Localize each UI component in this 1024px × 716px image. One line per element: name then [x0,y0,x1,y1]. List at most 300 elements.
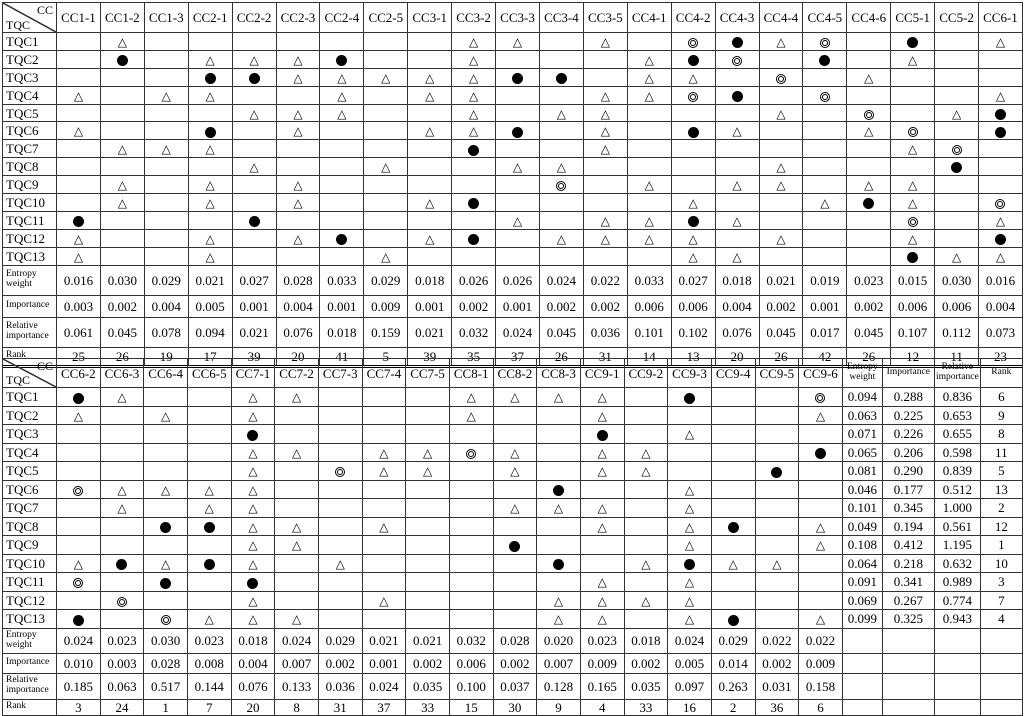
row-stat-cell: 1.000 [934,499,980,518]
relation-cell [624,425,668,444]
relation-cell [847,50,891,68]
weak-relation-triangle-icon: △ [205,52,215,67]
relation-cell [891,50,935,68]
weak-relation-triangle-icon: △ [728,556,738,571]
relation-cell [276,140,320,158]
relation-cell [452,50,496,68]
stat-value-cell: 31 [583,347,627,366]
relation-cell [275,610,319,629]
relation-cell [406,591,450,610]
relation-cell [493,554,537,573]
relation-cell [624,388,668,407]
relation-cell [496,211,540,229]
relation-cell [57,211,101,229]
stat-value-cell: 0.019 [803,265,847,295]
relation-cell [580,591,624,610]
column-header-relative-importance: Relative importance [934,359,980,388]
relation-cell [275,462,319,481]
weak-relation-triangle-icon: △ [597,445,607,460]
relation-cell [188,158,232,176]
relation-cell [100,499,144,518]
relation-cell [406,554,450,573]
weak-relation-triangle-icon: △ [641,464,651,479]
row-label-tqc2: TQC2 [3,50,57,68]
stat-value-cell: 0.006 [449,653,493,673]
corner-cc-label: CC [36,3,53,17]
weak-relation-triangle-icon: △ [684,501,695,516]
relation-cell [715,104,759,122]
weak-relation-triangle-icon: △ [379,519,389,534]
row-stat-cell: 0.774 [934,591,980,610]
relation-cell [144,140,188,158]
corner-cc-label: CC [36,359,53,373]
stat-value-cell: 0.003 [100,653,144,673]
relation-cell [979,50,1023,68]
stat-value-cell: 0.024 [275,628,319,653]
relation-cell [100,517,144,536]
relation-cell [364,50,408,68]
row-stat-cell: 0.177 [882,480,934,499]
row-stat-cell: 0.194 [882,517,934,536]
relation-cell [275,425,319,444]
relation-cell [539,86,583,104]
relation-cell [715,140,759,158]
relation-cell [452,211,496,229]
weak-relation-triangle-icon: △ [291,519,302,534]
weak-relation-triangle-icon: △ [641,593,651,608]
strong-relation-dot-icon [684,559,695,570]
column-header-cc2-3: CC2-3 [276,3,320,33]
stat-row [3,317,1023,347]
weak-relation-triangle-icon: △ [908,142,918,157]
weak-relation-triangle-icon: △ [553,612,564,627]
weak-relation-triangle-icon: △ [468,124,479,139]
relation-cell [539,247,583,265]
relation-cell [318,425,362,444]
relation-cell [539,194,583,212]
relation-cell [57,443,101,462]
stat-value-cell: 0.027 [671,265,715,295]
relation-cell [711,462,755,481]
stat-value-cell: 0.021 [408,317,452,347]
weak-relation-triangle-icon: △ [732,213,742,228]
stat-value-cell: 0.021 [188,265,232,295]
stat-value-cell: 26 [100,347,144,366]
relation-cell [187,591,231,610]
weak-relation-triangle-icon: △ [204,612,214,627]
relation-cell [668,554,712,573]
weak-relation-triangle-icon: △ [205,142,215,157]
table-row [3,104,1023,122]
relation-cell [275,517,319,536]
relation-cell [100,591,144,610]
stat-value-cell: 30 [493,699,537,715]
relation-cell [711,480,755,499]
empty-cell [842,699,882,715]
relation-cell [935,229,979,247]
relation-cell [318,610,362,629]
weak-relation-triangle-icon: △ [510,501,520,516]
corner-tqc-label: TQC [6,18,30,32]
relation-cell [711,443,755,462]
relation-cell [711,554,755,573]
row-label-tqc11: TQC11 [3,211,57,229]
relation-cell [799,610,843,629]
relation-cell [320,176,364,194]
weak-relation-triangle-icon: △ [248,593,258,608]
relation-cell [275,591,319,610]
relation-cell [144,536,188,555]
relation-cell [715,158,759,176]
stat-value-cell: 35 [452,347,496,366]
relation-cell [408,86,452,104]
relation-cell [100,122,144,140]
weak-relation-triangle-icon: △ [379,593,389,608]
relation-cell [100,33,144,51]
weak-relation-triangle-icon: △ [815,408,826,423]
relation-cell [231,591,275,610]
table-row [3,33,1023,51]
weak-relation-triangle-icon: △ [995,34,1006,49]
column-header-cc5-2: CC5-2 [935,3,979,33]
relation-cell [493,406,537,425]
weak-relation-triangle-icon: △ [248,482,258,497]
relation-cell [803,68,847,86]
relation-cell [668,499,712,518]
weak-relation-triangle-icon: △ [161,408,171,423]
relation-cell [711,406,755,425]
strong-relation-dot-icon [73,615,84,626]
relation-cell [979,122,1023,140]
relation-cell [583,122,627,140]
relation-cell [496,68,540,86]
stat-value-cell: 17 [188,347,232,366]
stat-value-cell: 0.002 [406,653,450,673]
relation-cell [627,86,671,104]
relation-cell [449,517,493,536]
row-label-tqc13: TQC13 [3,610,57,629]
row-label-tqc10: TQC10 [3,554,57,573]
relation-cell [493,573,537,592]
relation-cell [144,104,188,122]
relation-cell [144,194,188,212]
table-row [3,536,1023,555]
relation-cell [583,229,627,247]
stat-value-cell: 0.022 [583,265,627,295]
stat-value-cell: 0.018 [231,628,275,653]
relation-cell [275,536,319,555]
weak-relation-triangle-icon: △ [73,88,84,103]
empty-cell [882,673,934,699]
relation-cell [100,140,144,158]
relation-cell [232,50,276,68]
weak-relation-triangle-icon: △ [117,482,127,497]
weak-relation-triangle-icon: △ [644,178,654,193]
relation-cell [275,499,319,518]
relation-cell [979,229,1023,247]
weak-relation-triangle-icon: △ [425,124,435,139]
relation-cell [979,247,1023,265]
column-header-cc7-2: CC7-2 [275,359,319,388]
column-header-cc1-3: CC1-3 [144,3,188,33]
empty-cell [980,653,1022,673]
row-stat-cell: 0.064 [842,554,882,573]
relation-cell [803,104,847,122]
weak-relation-triangle-icon: △ [293,52,303,67]
stat-value-cell: 0.101 [627,317,671,347]
stat-value-cell: 0.045 [539,317,583,347]
strong-relation-dot-icon [117,55,128,66]
relation-cell [187,406,231,425]
relation-cell [537,573,581,592]
weak-relation-triangle-icon: △ [600,142,610,157]
relation-cell [232,229,276,247]
relation-cell [144,573,188,592]
weak-relation-triangle-icon: △ [73,408,83,423]
stat-value-cell: 0.061 [57,317,101,347]
weak-relation-triangle-icon: △ [425,231,435,246]
medium-relation-double-circle-icon [335,467,345,477]
relation-cell [539,176,583,194]
relation-cell [57,610,101,629]
relation-cell [232,104,276,122]
weak-relation-triangle-icon: △ [510,390,520,405]
relation-cell [187,425,231,444]
column-header-cc2-5: CC2-5 [364,3,408,33]
strong-relation-dot-icon [205,127,216,138]
weak-relation-triangle-icon: △ [73,231,84,246]
stat-value-cell: 0.015 [891,265,935,295]
relation-cell [891,247,935,265]
stat-value-cell: 0.027 [232,265,276,295]
weak-relation-triangle-icon: △ [425,195,435,210]
stat-value-cell: 0.073 [979,317,1023,347]
relation-cell [580,480,624,499]
column-header-rank: Rank [980,359,1022,388]
relation-cell [100,536,144,555]
row-label-tqc11: TQC11 [3,573,57,592]
empty-cell [934,653,980,673]
strong-relation-dot-icon [512,127,523,138]
relation-cell [364,68,408,86]
relation-cell [624,536,668,555]
relation-cell [493,425,537,444]
row-stat-cell: 9 [980,406,1022,425]
stat-row [3,265,1023,295]
relation-cell [496,122,540,140]
relation-cell [275,573,319,592]
relation-cell [318,462,362,481]
column-header-cc4-6: CC4-6 [847,3,891,33]
stat-value-cell: 0.029 [144,265,188,295]
relation-cell [188,211,232,229]
relation-cell [408,176,452,194]
relation-cell [100,462,144,481]
relation-cell [408,33,452,51]
stat-value-cell: 0.033 [320,265,364,295]
relation-cell [627,68,671,86]
relation-cell [715,68,759,86]
relation-cell [275,388,319,407]
relation-cell [144,388,188,407]
relation-cell [537,591,581,610]
column-header-cc3-5: CC3-5 [583,3,627,33]
relation-cell [100,158,144,176]
relation-cell [362,610,406,629]
strong-relation-dot-icon [907,37,918,48]
stat-value-cell: 16 [668,699,712,715]
stat-value-cell: 39 [408,347,452,366]
row-stat-cell: 6 [980,388,1022,407]
weak-relation-triangle-icon: △ [466,390,476,405]
weak-relation-triangle-icon: △ [820,195,830,210]
relation-cell [100,610,144,629]
column-header-cc6-1: CC6-1 [979,3,1023,33]
relation-cell [979,68,1023,86]
relation-cell [406,462,450,481]
relation-cell [935,140,979,158]
weak-relation-triangle-icon: △ [205,178,215,193]
row-stat-cell: 0.049 [842,517,882,536]
stat-value-cell: 2 [711,699,755,715]
strong-relation-dot-icon [116,559,127,570]
relation-cell [847,176,891,194]
relation-cell [496,33,540,51]
column-header-cc9-4: CC9-4 [711,359,755,388]
stat-value-cell: 0.076 [715,317,759,347]
relation-cell [276,33,320,51]
relation-cell [406,406,450,425]
relation-cell [144,122,188,140]
stat-value-cell: 0.001 [232,295,276,317]
stat-value-cell: 0.018 [715,265,759,295]
relation-cell [187,388,231,407]
strong-relation-dot-icon [597,430,608,441]
weak-relation-triangle-icon: △ [510,464,520,479]
relation-cell [537,536,581,555]
stat-value-cell: 25 [57,347,101,366]
row-label-tqc8: TQC8 [3,517,57,536]
relation-cell [57,104,101,122]
weak-relation-triangle-icon: △ [815,538,826,553]
weak-relation-triangle-icon: △ [553,501,564,516]
strong-relation-dot-icon [732,91,743,102]
relation-cell [188,176,232,194]
stat-value-cell: 0.007 [537,653,581,673]
table-row [3,140,1023,158]
relation-cell [100,104,144,122]
stat-value-cell: 0.008 [187,653,231,673]
weak-relation-triangle-icon: △ [468,70,479,85]
relation-cell [493,499,537,518]
row-stat-cell: 0.065 [842,443,882,462]
stat-value-cell: 23 [979,347,1023,366]
relation-cell [668,480,712,499]
row-stat-cell: 0.071 [842,425,882,444]
row-stat-cell: 8 [980,425,1022,444]
stat-value-cell: 0.002 [755,653,799,673]
stat-value-cell: 0.018 [624,628,668,653]
corner-header-cell [3,3,57,33]
weak-relation-triangle-icon: △ [908,195,918,210]
relation-cell [537,554,581,573]
relation-cell [406,536,450,555]
relation-cell [711,388,755,407]
stat-value-cell: 0.024 [539,265,583,295]
relation-cell [803,194,847,212]
column-header-cc6-2: CC6-2 [57,359,101,388]
stat-value-cell: 0.018 [320,317,364,347]
table-row [3,480,1023,499]
relation-cell [583,104,627,122]
stat-value-cell: 13 [671,347,715,366]
relation-cell [276,194,320,212]
stat-value-cell: 0.144 [187,673,231,699]
qfd-table-top [2,2,1023,368]
relation-cell [408,122,452,140]
medium-relation-double-circle-icon [995,199,1005,209]
row-label-tqc3: TQC3 [3,68,57,86]
stat-value-cell: 0.028 [144,653,188,673]
relation-cell [935,68,979,86]
relation-cell [580,499,624,518]
relation-cell [580,517,624,536]
weak-relation-triangle-icon: △ [597,575,607,590]
relation-cell [188,194,232,212]
stat-value-cell: 0.004 [231,653,275,673]
column-header-cc2-2: CC2-2 [232,3,276,33]
stat-value-cell: 0.076 [231,673,275,699]
row-stat-cell: 0.341 [882,573,934,592]
column-header-cc3-4: CC3-4 [539,3,583,33]
weak-relation-triangle-icon: △ [337,88,347,103]
weak-relation-triangle-icon: △ [337,70,347,85]
relation-cell [799,536,843,555]
row-stat-cell: 0.091 [842,573,882,592]
relation-cell [671,194,715,212]
relation-cell [803,86,847,104]
strong-relation-dot-icon [863,198,874,209]
relation-cell [935,247,979,265]
relation-cell [935,50,979,68]
strong-relation-dot-icon [688,216,699,227]
relation-cell [799,517,843,536]
relation-cell [711,536,755,555]
weak-relation-triangle-icon: △ [466,408,476,423]
relation-cell [232,194,276,212]
column-header-cc2-1: CC2-1 [188,3,232,33]
relation-cell [583,247,627,265]
row-label-tqc6: TQC6 [3,480,57,499]
weak-relation-triangle-icon: △ [161,482,171,497]
weak-relation-triangle-icon: △ [291,538,302,553]
stat-value-cell: 0.035 [624,673,668,699]
relation-cell [452,158,496,176]
weak-relation-triangle-icon: △ [600,88,610,103]
stat-value-cell: 0.026 [452,265,496,295]
relation-cell [891,140,935,158]
relation-cell [627,33,671,51]
strong-relation-dot-icon [819,55,830,66]
weak-relation-triangle-icon: △ [556,160,567,175]
weak-relation-triangle-icon: △ [422,464,433,479]
weak-relation-triangle-icon: △ [688,195,698,210]
relation-cell [188,68,232,86]
relation-cell [144,610,188,629]
relation-cell [627,50,671,68]
relation-cell [232,140,276,158]
stat-value-cell: 0.036 [318,673,362,699]
